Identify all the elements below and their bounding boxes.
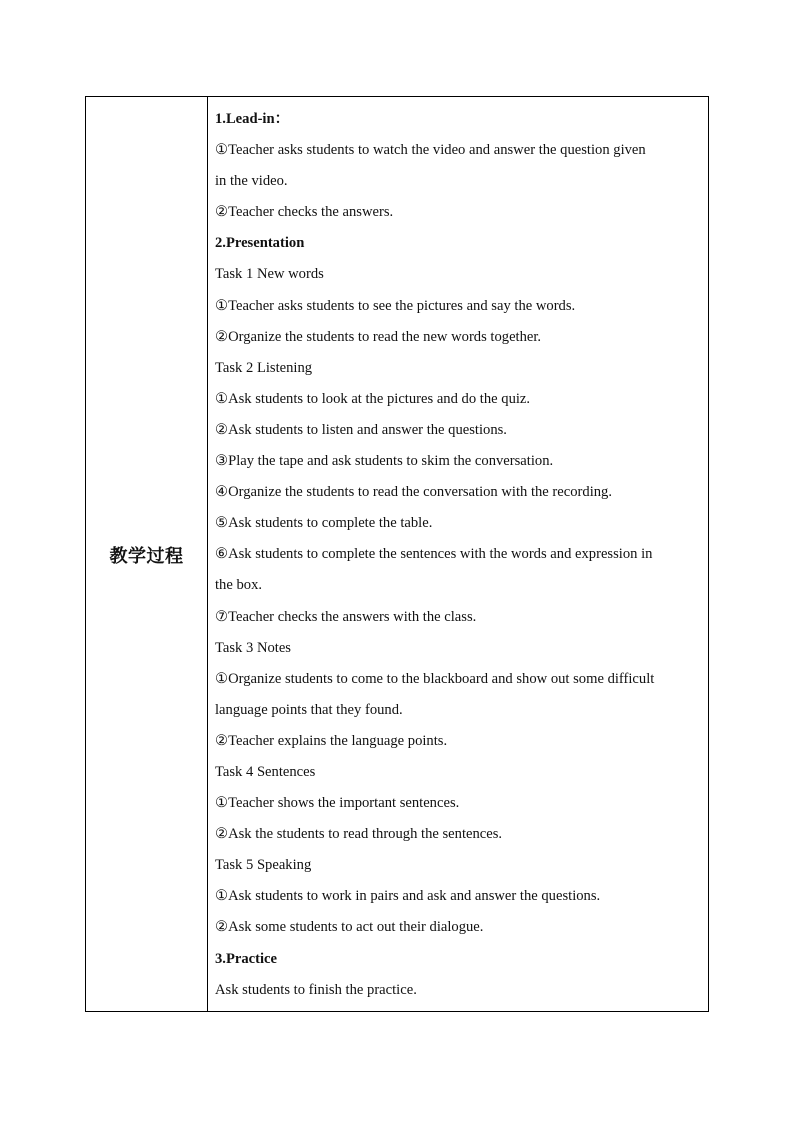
content-line: Task 3 Notes bbox=[215, 639, 291, 656]
content-line: ③Play the tape and ask students to skim the conversation. bbox=[215, 453, 554, 470]
content-line: language points that they found. bbox=[215, 701, 403, 718]
content-line: the box. bbox=[215, 577, 263, 594]
content-line: ②Ask students to listen and answer the questions. bbox=[215, 421, 507, 438]
content-line: ①Teacher shows the important sentences. bbox=[215, 795, 460, 812]
content-line: Task 2 Listening bbox=[215, 359, 313, 376]
content-line: in the video. bbox=[215, 173, 288, 190]
content-line: Task 5 Speaking bbox=[215, 857, 312, 874]
content-line: ①Teacher asks students to watch the video and answer the question given bbox=[215, 142, 646, 159]
section-label: 教学过程 bbox=[109, 546, 184, 567]
content-line: Task 1 New words bbox=[215, 266, 324, 283]
content-line: ②Teacher checks the answers. bbox=[215, 204, 394, 221]
content-line: ②Ask the students to read through the sentences. bbox=[215, 826, 503, 843]
content-line: ①Ask students to look at the pictures and do the quiz. bbox=[215, 390, 531, 407]
content-line: 1.Lead-in： bbox=[215, 111, 290, 127]
section-label-cell bbox=[86, 97, 208, 1011]
content-line: 3.Practice bbox=[215, 950, 277, 967]
content-line: Ask students to finish the practice. bbox=[215, 981, 417, 998]
content-line: ②Organize the students to read the new words together. bbox=[215, 328, 542, 345]
content-line: ④Organize the students to read the conversation with the recording. bbox=[215, 484, 612, 501]
content-line: ①Teacher asks students to see the pictures and say the words. bbox=[215, 297, 576, 314]
content-line: ①Ask students to work in pairs and ask and answer the questions. bbox=[215, 888, 601, 905]
content-line: ⑦Teacher checks the answers with the class. bbox=[215, 608, 477, 625]
teaching-process-cell bbox=[208, 97, 708, 1011]
content-line: ②Teacher explains the language points. bbox=[215, 732, 448, 749]
content-line: ⑥Ask students to complete the sentences with the words and expression in bbox=[215, 546, 653, 563]
lesson-plan-table bbox=[85, 96, 709, 1012]
content-line: 2.Presentation bbox=[215, 235, 305, 252]
content-line: ①Organize students to come to the blackboard and show out some difficult bbox=[215, 670, 655, 687]
content-line: Task 4 Sentences bbox=[215, 763, 316, 780]
content-line: ②Ask some students to act out their dialogue. bbox=[215, 919, 484, 936]
content-line: ⑤Ask students to complete the table. bbox=[215, 515, 433, 532]
